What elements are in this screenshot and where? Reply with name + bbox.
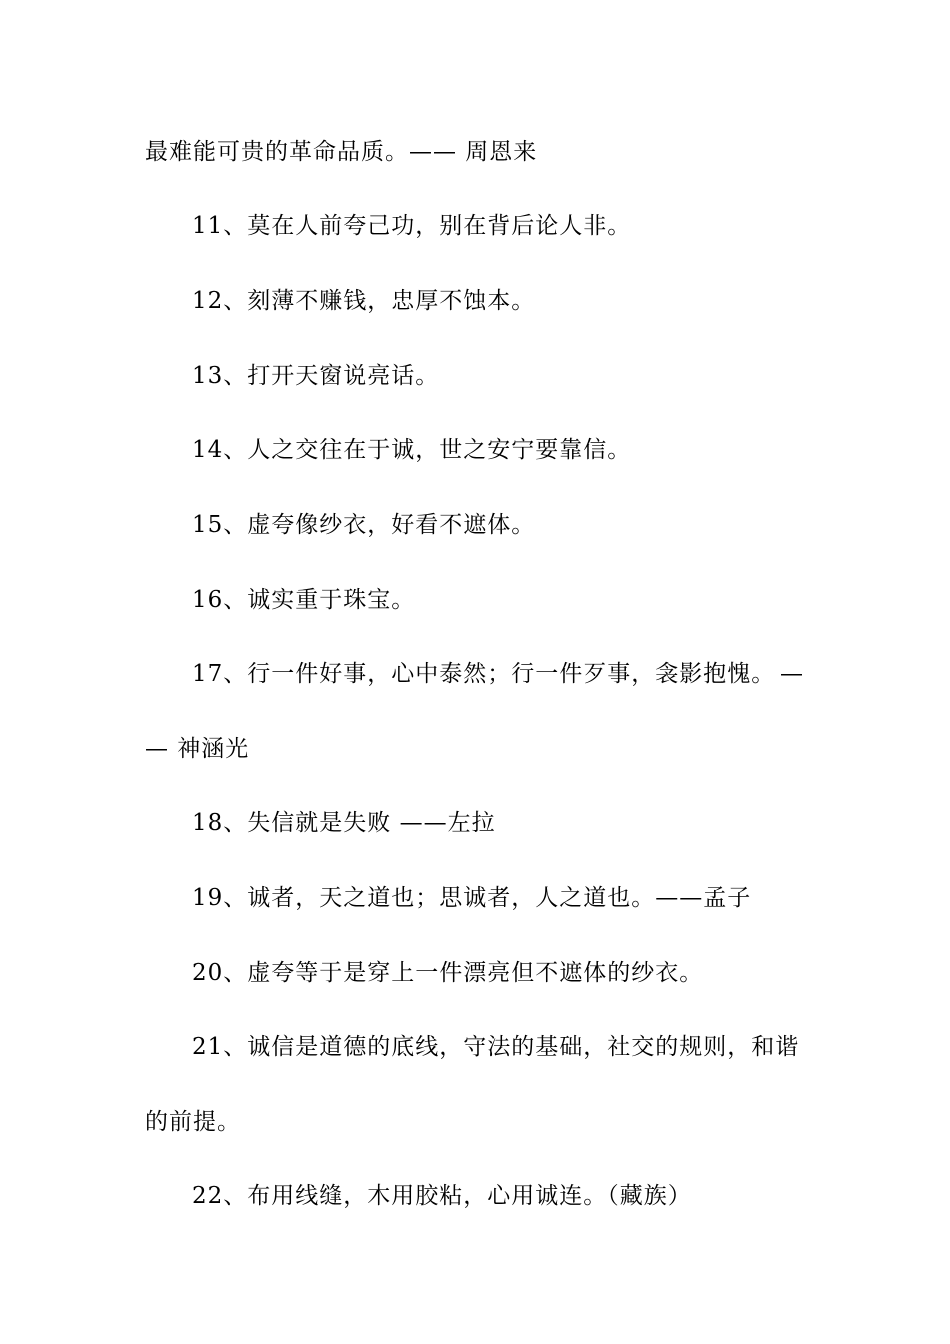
text-line: 最难能可贵的革命品质。—— 周恩来 bbox=[145, 139, 538, 165]
text-line: 的前提。 bbox=[145, 1109, 241, 1135]
text-line: — 神涵光 bbox=[145, 736, 250, 762]
text-line: 21、诚信是道德的底线，守法的基础，社交的规则，和谐 bbox=[192, 1034, 800, 1060]
text-line: 15、虚夸像纱衣，好看不遮体。 bbox=[192, 512, 536, 538]
text-line: 13、打开天窗说亮话。 bbox=[192, 363, 440, 389]
text-line: 19、诚者，天之道也；思诚者，人之道也。——孟子 bbox=[192, 885, 752, 911]
text-line: 16、诚实重于珠宝。 bbox=[192, 587, 416, 613]
text-line: 14、人之交往在于诚，世之安宁要靠信。 bbox=[192, 437, 632, 463]
text-line: 12、刻薄不赚钱，忠厚不蚀本。 bbox=[192, 288, 536, 314]
text-line: 11、莫在人前夸己功，别在背后论人非。 bbox=[192, 213, 632, 239]
text-line: — bbox=[780, 661, 803, 687]
text-line: 22、布用线缝，木用胶粘，心用诚连。（藏族） bbox=[192, 1183, 692, 1209]
text-line: 20、虚夸等于是穿上一件漂亮但不遮体的纱衣。 bbox=[192, 960, 704, 986]
text-line: 17、行一件好事，心中泰然；行一件歹事，衾影抱愧。 bbox=[192, 661, 776, 687]
text-line: 18、失信就是失败 ——左拉 bbox=[192, 810, 496, 836]
